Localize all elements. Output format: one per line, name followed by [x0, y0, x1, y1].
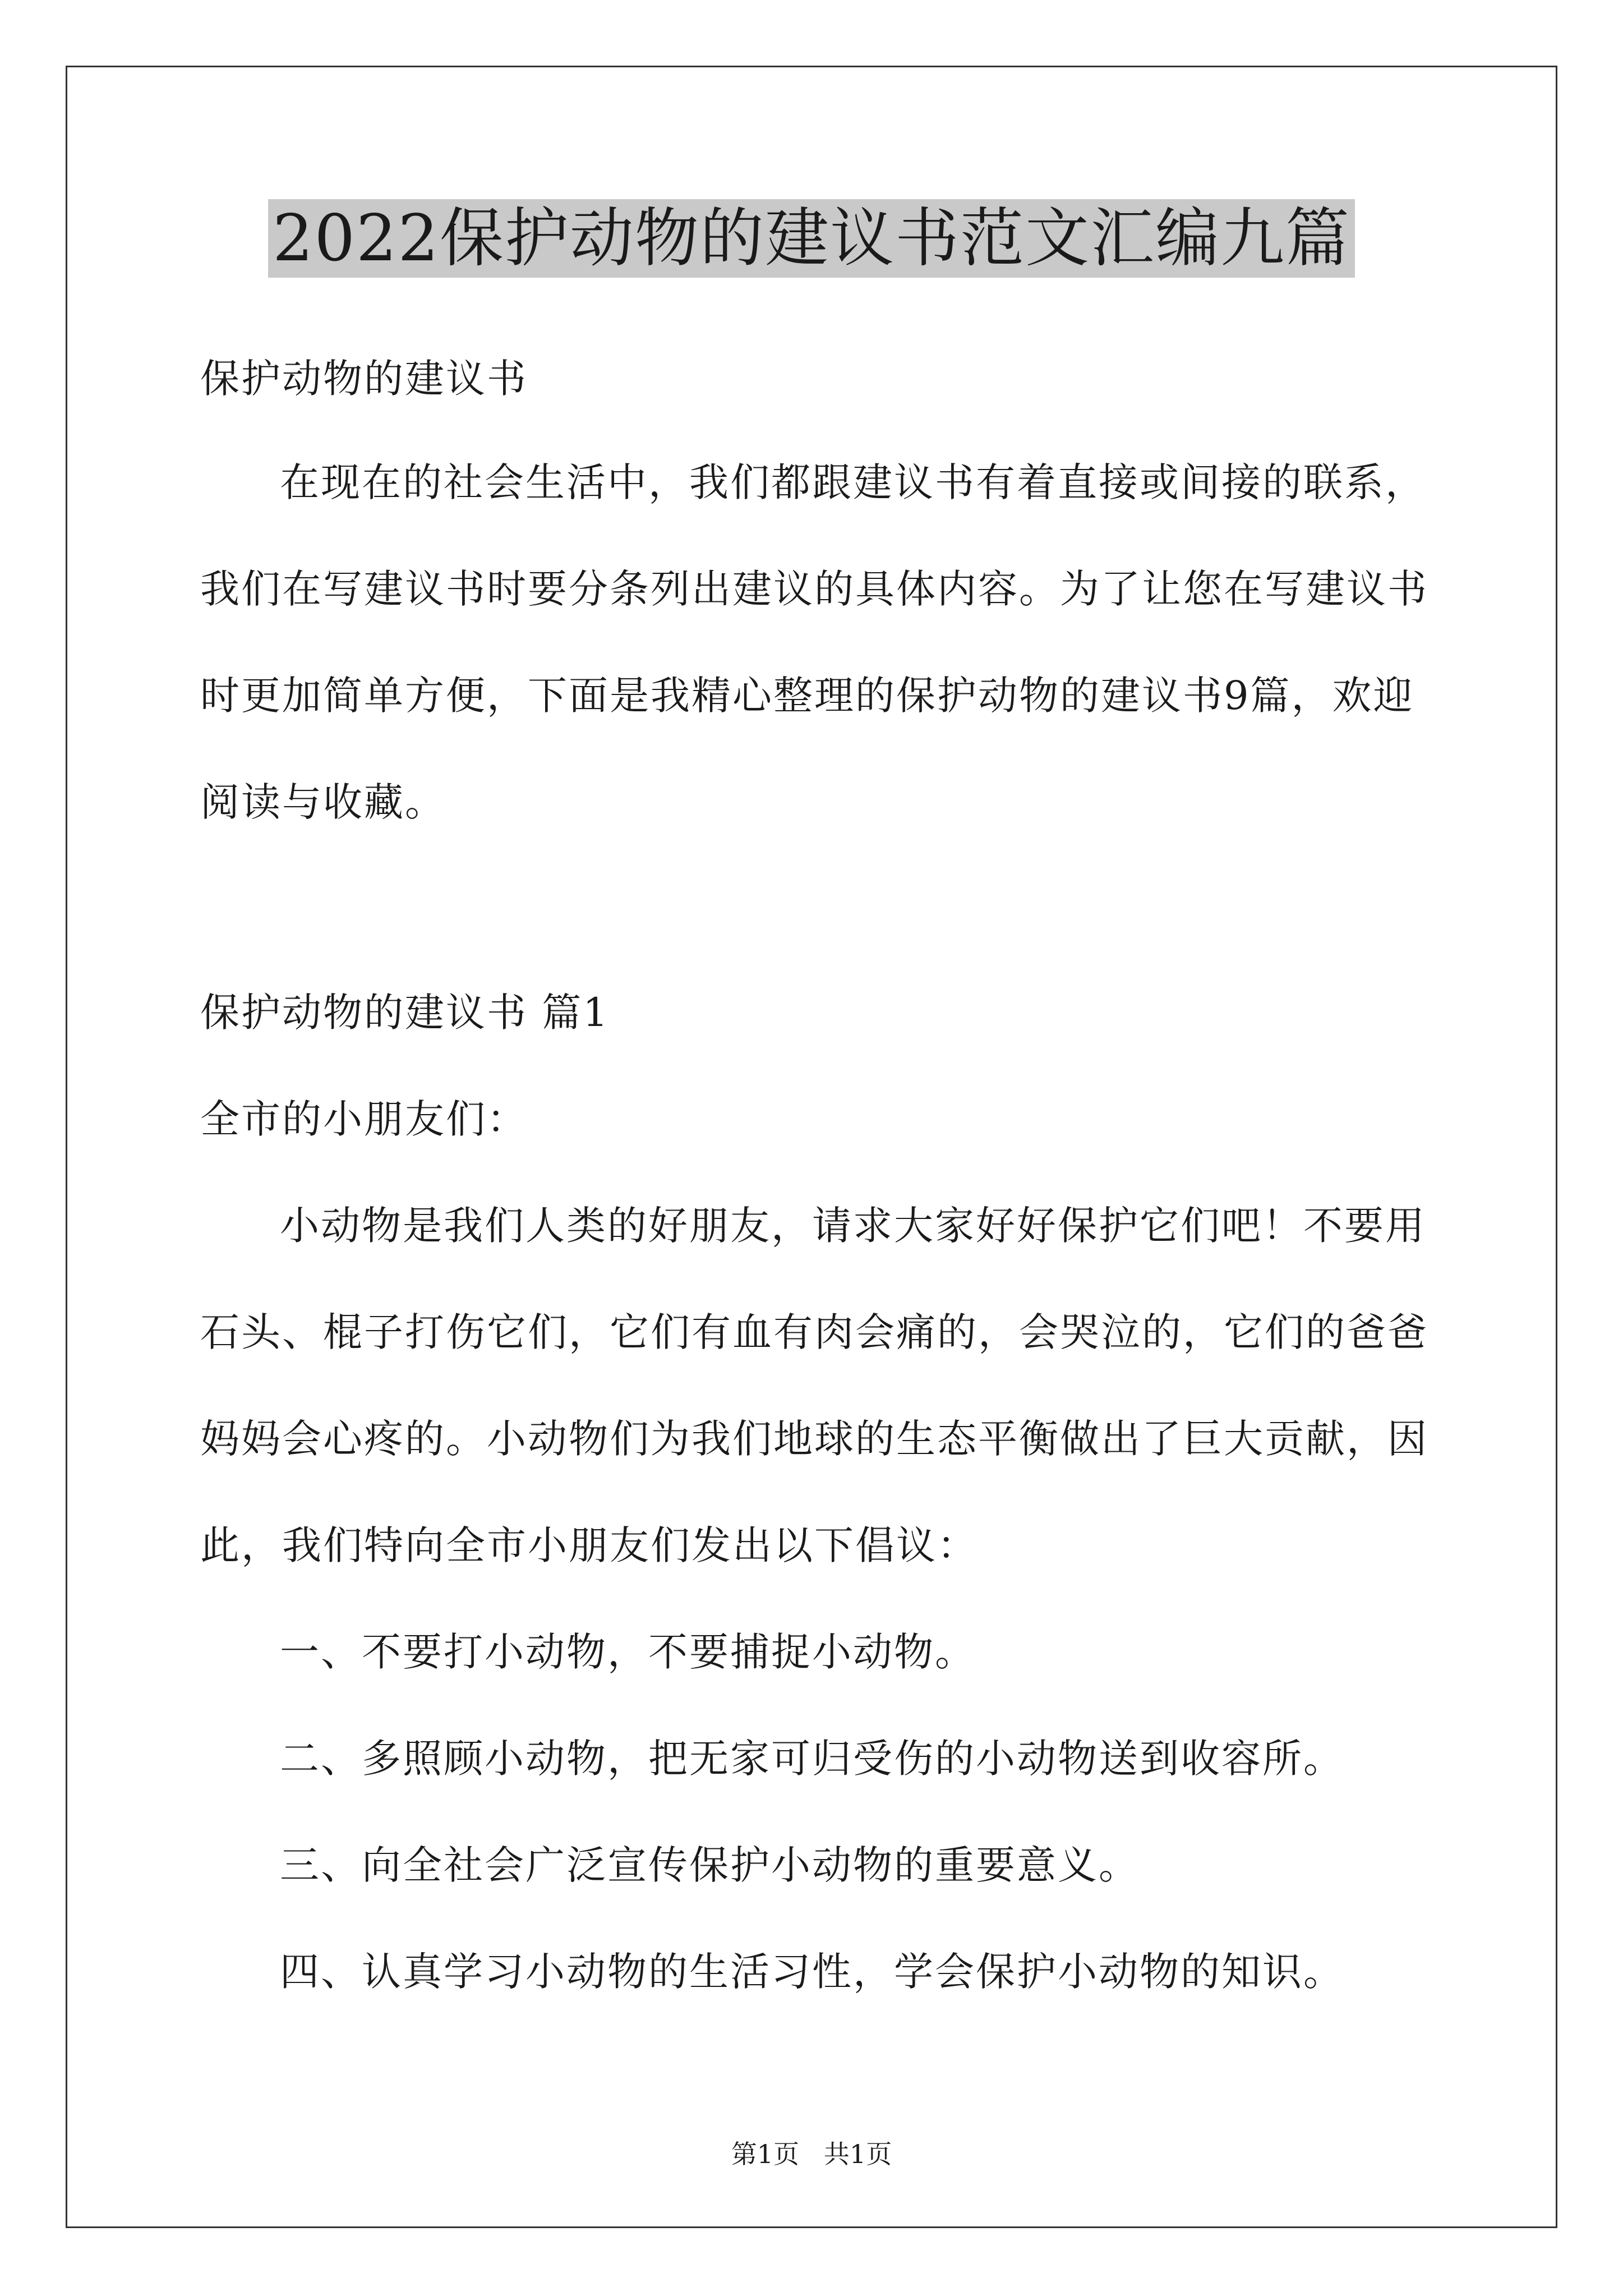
intro-line: 我们在写建议书时要分条列出建议的具体内容。为了让您在写建议书 [200, 566, 1428, 612]
body-line: 石头、棍子打伤它们，它们有血有肉会痛的，会哭泣的，它们的爸爸 [200, 1309, 1428, 1355]
title-container [0, 199, 1623, 278]
article-heading: 保护动物的建议书 篇1 [200, 990, 610, 1036]
salutation: 全市的小朋友们： [200, 1096, 528, 1142]
intro-line: 在现在的社会生活中，我们都跟建议书有着直接或间接的联系， [280, 459, 1426, 505]
intro-line: 时更加简单方便，下面是我精心整理的保护动物的建议书9篇，欢迎 [200, 673, 1414, 719]
intro-line: 阅读与收藏。 [200, 779, 446, 825]
proposal-item: 三、向全社会广泛宣传保护小动物的重要意义。 [280, 1842, 1140, 1888]
proposal-item: 一、不要打小动物，不要捕捉小动物。 [280, 1629, 976, 1675]
section-heading: 保护动物的建议书 [200, 356, 528, 402]
proposal-item: 二、多照顾小动物，把无家可归受伤的小动物送到收容所。 [280, 1736, 1344, 1782]
page-footer: 第1页 共1页 [731, 2139, 892, 2169]
body-line: 小动物是我们人类的好朋友，请求大家好好保护它们吧！不要用 [280, 1203, 1426, 1249]
body-line: 此，我们特向全市小朋友们发出以下倡议： [200, 1522, 978, 1568]
proposal-item: 四、认真学习小动物的生活习性，学会保护小动物的知识。 [280, 1949, 1344, 1995]
body-line: 妈妈会心疼的。小动物们为我们地球的生态平衡做出了巨大贡献，因 [200, 1416, 1428, 1462]
document-title: 2022保护动物的建议书范文汇编九篇 [268, 199, 1355, 278]
